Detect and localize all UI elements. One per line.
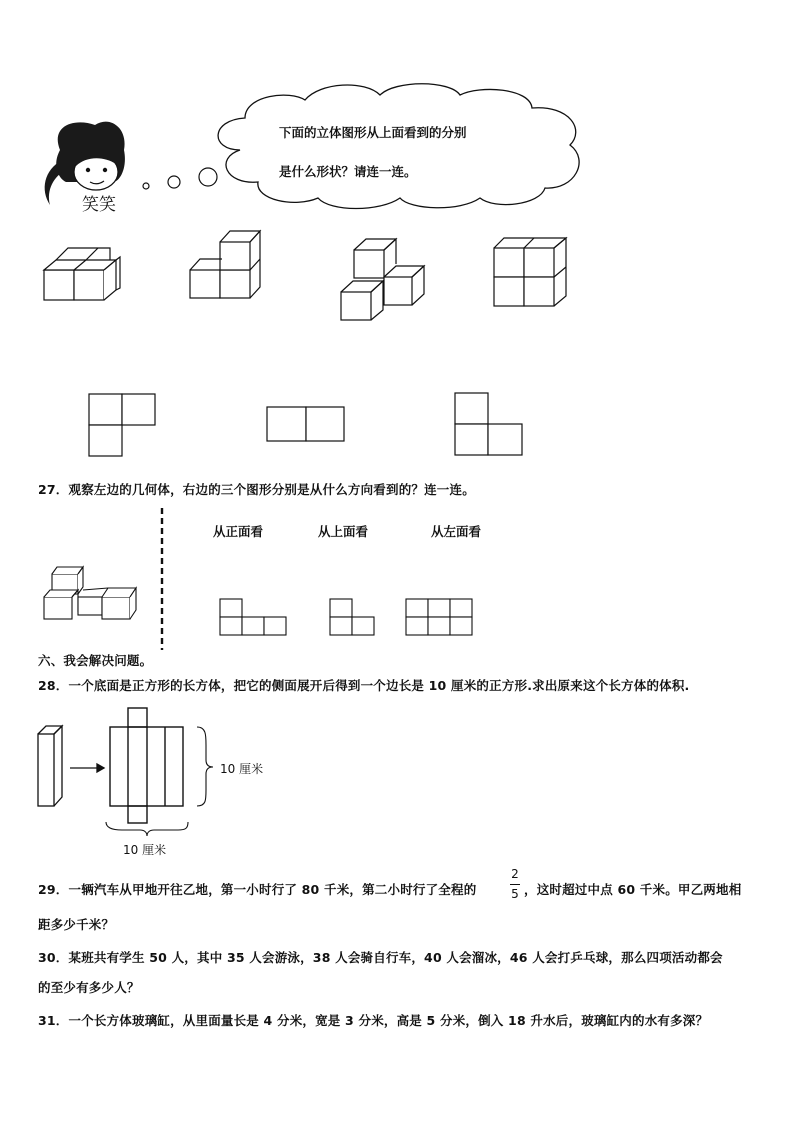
question-30-text-line1: 30．某班共有学生 50 人，其中 35 人会游泳，38 人会骑自行车，40 人会溜冰，46 人会打乒乓球，那么四项活动都会 (38, 950, 723, 965)
question-31-text: 31．一个长方体玻璃缸，从里面量长是 4 分米，宽是 3 分米，高是 5 分米，倒入 18 升水后，玻璃缸内的水有多深？ (38, 1013, 709, 1028)
question-27-text: 27．观察左边的几何体，右边的三个图形分别是从什么方向看到的？连一连。 (38, 482, 475, 497)
q29-fraction-numerator: 2 (511, 867, 519, 881)
cartoon-name-label: 笑笑 (82, 195, 116, 215)
question-28-text: 28．一个底面是正方形的长方体，把它的侧面展开后得到一个边长是 10 厘米的正方形.求出原来这个长方体的体积. (38, 678, 690, 693)
q29-fraction-bar (510, 884, 520, 885)
q28-width-label: 10 厘米 (123, 843, 167, 857)
section-6-title: 六、我会解决问题。 (38, 653, 153, 668)
question-29-text-line2: 距多少千米？ (38, 917, 115, 932)
view-label-top: 从上面看 (318, 524, 369, 539)
question-29-text-part2: ，这时超过中点 60 千米。甲乙两地相 (524, 882, 742, 897)
view-label-left: 从左面看 (431, 524, 482, 539)
speech-bubble-line2: 是什么形状？请连一连。 (279, 164, 417, 179)
question-29-text-part1: 29．一辆汽车从甲地开往乙地，第一小时行了 80 千米，第二小时行了全程的 (38, 882, 477, 897)
q29-fraction-denominator: 5 (511, 887, 519, 901)
speech-bubble-line1: 下面的立体图形从上面看到的分别 (279, 125, 467, 140)
view-label-front: 从正面看 (213, 524, 264, 539)
q28-height-label: 10 厘米 (220, 762, 264, 776)
question-30-text-line2: 的至少有多少人？ (38, 980, 140, 995)
